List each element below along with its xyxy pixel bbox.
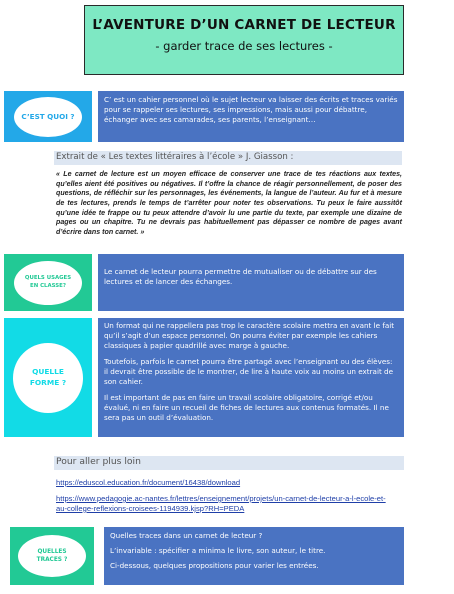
traces-paragraph-1: Quelles traces dans un carnet de lecteur ? <box>110 531 263 540</box>
traces-oval <box>18 535 86 577</box>
title-box <box>84 5 404 75</box>
page-subtitle: - garder trace de ses lectures - <box>155 39 333 53</box>
usages-label: QUELS USAGES EN CLASSE? <box>24 274 72 289</box>
forme-label: QUELLE FORME ? <box>29 367 67 387</box>
pedagogie-link[interactable]: https://www.pedagogie.ac-nantes.fr/lettres/enseignement/projets/un-carnet-de-lecteur-a-l-ecole-et-au-college-reflexions-croisees-1194939.kjsp?RH=PEDA <box>56 494 386 513</box>
usages-oval <box>14 261 82 305</box>
traces-paragraph-3: Ci-dessous, quelques propositions pour varier les entrées. <box>110 560 319 570</box>
plus-loin-heading <box>54 456 404 470</box>
forme-paragraph-1: Un format qui ne rappellera pas trop le caractère scolaire mettra en avant le fait qu’il s’agit d’un espace personnel. On pourra éviter par exemple les cahiers classiques à papier quadrillé avec marge à gauche. <box>104 321 395 350</box>
traces-label: QUELLES TRACES ? <box>36 548 68 563</box>
usages-tag <box>4 254 92 311</box>
cest-quoi-text: C’ est un cahier personnel où le sujet lecteur va laisser des écrits et traces variés pour se rappeler ses lectures, ses impressions, mais aussi pour débattre, échanger avec ses camarades, ses parents, l’enseignant… <box>104 95 398 124</box>
page-title: L’AVENTURE D’UN CARNET DE LECTEUR <box>92 17 396 33</box>
cest-quoi-tag <box>4 91 92 142</box>
eduscol-link[interactable]: https://eduscol.education.fr/document/16438/download <box>56 478 241 487</box>
forme-oval <box>13 343 83 413</box>
traces-tag <box>10 527 94 585</box>
cest-quoi-panel <box>98 91 404 142</box>
cest-quoi-label: C’EST QUOI ? <box>21 111 75 121</box>
traces-panel <box>104 527 404 585</box>
extrait-heading-text: Extrait de « Les textes littéraires à l’école » J. Giasson : <box>56 152 294 162</box>
usages-text: Le carnet de lecteur pourra permettre de mutualiser ou de débattre sur des lectures et de lancer des échanges. <box>104 267 377 286</box>
traces-paragraph-2: L’invariable : spécifier a minima le livre, son auteur, le titre. <box>110 545 326 555</box>
cest-quoi-oval <box>14 97 82 137</box>
forme-paragraph-2: Toutefois, parfois le carnet pourra être partagé avec l’enseignant ou des élèves: il devrait être possible de le montrer, de lire à haute voix au moins un extrait de son cahier. <box>104 356 394 386</box>
plus-loin-heading-text: Pour aller plus loin <box>56 456 141 467</box>
forme-tag <box>4 318 92 437</box>
forme-paragraph-3: Il est important de pas en faire un travail scolaire obligatoire, corrigé et/ou évalué, ni en faire un recueil de fiches de lectures aux contenus formatés. Il ne sera pas un outil d’évaluation. <box>104 392 389 422</box>
extrait-heading <box>54 151 402 165</box>
extrait-quote: « Le carnet de lecture est un moyen efficace de conserver une trace de tes réactions aux textes, qu’elles aient été positives ou négatives. Il t’offre la chance de réagir personnellement, de poser des questions, de réfléchir sur les personnages, les événements, la langue de l’auteur. Au fur et à mesure de tes lectures, prends le temps de t’arrêter pour noter tes observations. Tu peux le faire aussitôt qu’une idée te frappe ou tu peux attendre d’avoir lu une partie du texte, par exemple une dizaine de pages ou un chapitre. Tu ne devrais pas habituellement pas dépasser ce nombre de pages avant d’écrire dans ton carnet. » <box>56 170 402 236</box>
forme-panel <box>98 318 404 437</box>
usages-panel <box>98 254 404 311</box>
